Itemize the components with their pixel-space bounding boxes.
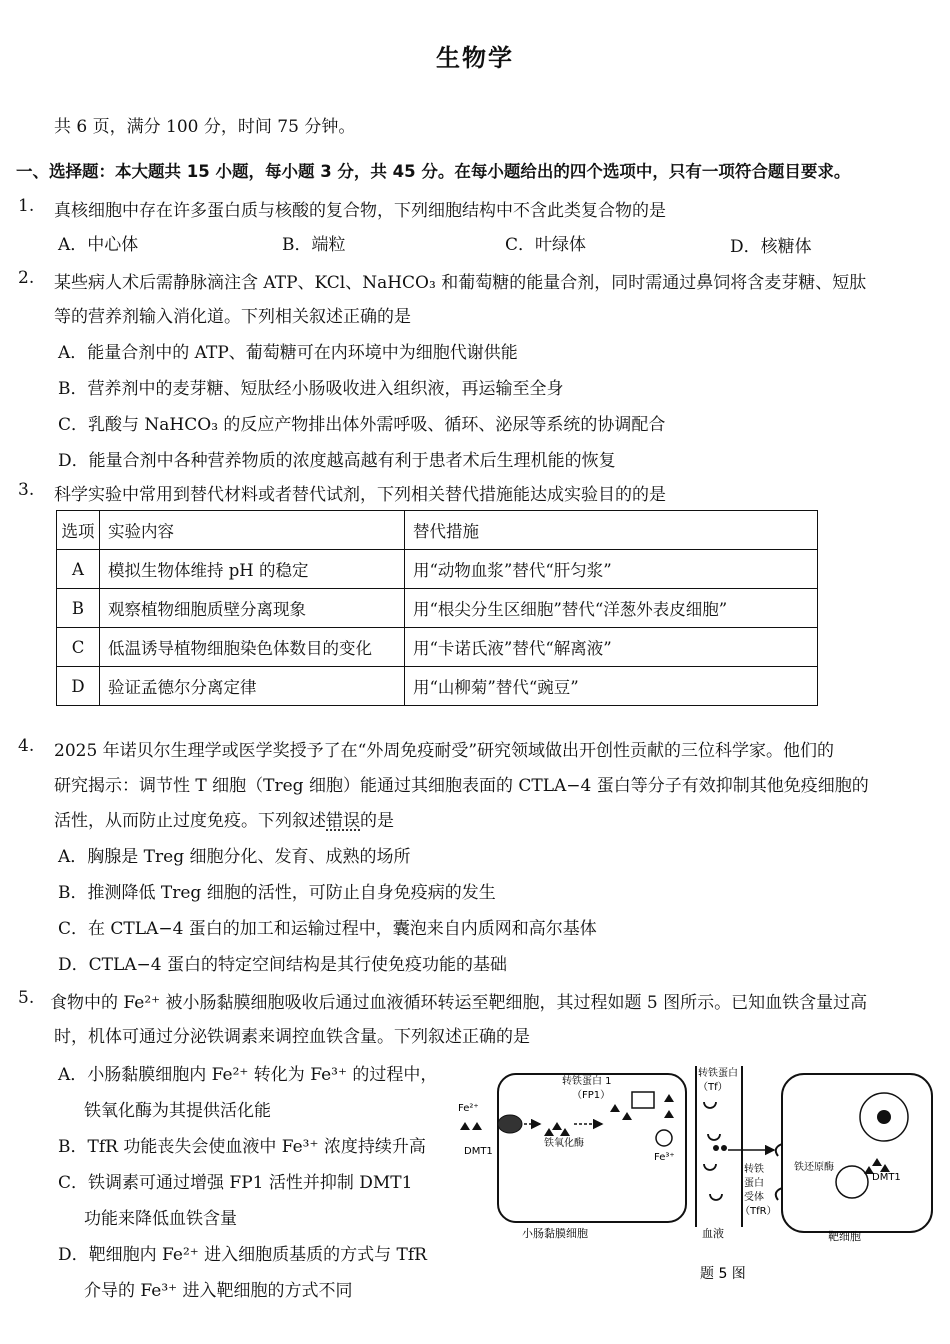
table-row bbox=[57, 667, 818, 706]
endosome bbox=[836, 1166, 868, 1198]
page-title: 生物学 bbox=[436, 44, 514, 72]
question-stem-cont: 等的营养剂输入消化道。下列相关叙述正确的是 bbox=[54, 307, 411, 327]
table-cell: 模拟生物体维持 pH 的稳定 bbox=[100, 550, 405, 589]
fe2-label: Fe²⁺ bbox=[458, 1103, 479, 1114]
tf-label: （Tf） bbox=[698, 1082, 728, 1093]
option-d: D．CTLA−4 蛋白的特定空间结构是其行使免疫功能的基础 bbox=[58, 955, 508, 975]
option-d-cont: 介导的 Fe³⁺ 进入靶细胞的方式不同 bbox=[84, 1281, 353, 1301]
question-number: 1. bbox=[18, 196, 35, 216]
option-a: A．中心体 bbox=[58, 235, 139, 255]
fe3-label: Fe³⁺ bbox=[654, 1152, 675, 1163]
endosome-core bbox=[877, 1110, 891, 1124]
question-stem: 科学实验中常用到替代材料或者替代试剂，下列相关替代措施能达成实验目的的是 bbox=[54, 485, 666, 505]
tfr-label: 受体 bbox=[744, 1192, 764, 1203]
option-d: D．核糖体 bbox=[730, 237, 812, 257]
ferrireductase-label: 铁还原酶 bbox=[794, 1162, 834, 1173]
stem-text: 的是 bbox=[360, 811, 394, 831]
table-cell: 低温诱导植物细胞染色体数目的变化 bbox=[100, 628, 405, 667]
option-b: B．端粒 bbox=[282, 235, 346, 255]
table-header: 替代措施 bbox=[405, 511, 818, 550]
table-cell: B bbox=[57, 589, 100, 628]
question-stem: 食物中的 Fe²⁺ 被小肠黏膜细胞吸收后通过血液循环转运至靶细胞，其过程如题 5 图所示。已知血铁含量过高 bbox=[50, 993, 868, 1013]
table-cell: 用“山柳菊”替代“豌豆” bbox=[405, 667, 818, 706]
fe-dot bbox=[713, 1145, 719, 1151]
option-b: B．推测降低 Treg 细胞的活性，可防止自身免疫病的发生 bbox=[58, 883, 496, 903]
table-header: 实验内容 bbox=[100, 511, 405, 550]
dmt1-transporter bbox=[498, 1115, 522, 1133]
target-cell bbox=[782, 1074, 932, 1232]
fp1-label: （FP1） bbox=[572, 1090, 611, 1101]
question-number: 5. bbox=[18, 988, 35, 1008]
option-b: B．营养剂中的麦芽糖、短肽经小肠吸收进入组织液，再运输至全身 bbox=[58, 379, 564, 399]
table-row bbox=[57, 628, 818, 667]
section-heading: 一、选择题：本大题共 15 小题，每小题 3 分，共 45 分。在每小题给出的四个选项中，只有一项符合题目要求。 bbox=[16, 162, 851, 181]
fe3-ions bbox=[664, 1094, 674, 1118]
fe2-ions bbox=[544, 1122, 570, 1136]
table-cell: 用“根尖分生区细胞”替代“洋葱外表皮细胞” bbox=[405, 589, 818, 628]
dmt1-left-label: DMT1 bbox=[464, 1146, 493, 1157]
tfr-label: 蛋白 bbox=[744, 1178, 764, 1189]
question-stem-cont: 时，机体可通过分泌铁调素来调控血铁含量。下列叙述正确的是 bbox=[54, 1027, 530, 1047]
question-stem-cont bbox=[54, 806, 394, 831]
option-a: A．胸腺是 Treg 细胞分化、发育、成熟的场所 bbox=[58, 847, 411, 867]
target-cell-label: 靶细胞 bbox=[828, 1230, 861, 1243]
tf-label: 转铁蛋白 bbox=[698, 1068, 738, 1079]
figure-caption: 题 5 图 bbox=[700, 1266, 746, 1282]
table-cell: 验证孟德尔分离定律 bbox=[100, 667, 405, 706]
fp1-label: 转铁蛋白 1 bbox=[562, 1076, 612, 1087]
question-number: 3. bbox=[18, 480, 35, 500]
option-c: C．叶绿体 bbox=[505, 235, 587, 255]
stem-text: 活性，从而防止过度免疫。下列叙述 bbox=[54, 811, 326, 831]
tfr-label: （TfR） bbox=[740, 1206, 777, 1217]
fe2-ions bbox=[460, 1122, 482, 1130]
fe-dot bbox=[721, 1145, 727, 1151]
fe3-ions bbox=[610, 1104, 632, 1120]
option-a: A．能量合剂中的 ATP、葡萄糖可在内环境中为细胞代谢供能 bbox=[58, 343, 518, 363]
table-cell: A bbox=[57, 550, 100, 589]
tf-molecules bbox=[704, 1102, 722, 1200]
tfr-label: 转铁 bbox=[744, 1164, 764, 1175]
intestine-label: 小肠黏膜细胞 bbox=[522, 1227, 588, 1240]
experiment-table bbox=[56, 510, 818, 706]
table-cell: 用“动物血浆”替代“肝匀浆” bbox=[405, 550, 818, 589]
table-cell: 观察植物细胞质壁分离现象 bbox=[100, 589, 405, 628]
question-stem: 真核细胞中存在许多蛋白质与核酸的复合物，下列细胞结构中不含此类复合物的是 bbox=[54, 201, 666, 221]
exam-info: 共 6 页，满分 100 分，时间 75 分钟。 bbox=[54, 117, 356, 137]
table-row bbox=[57, 550, 818, 589]
blood-label: 血液 bbox=[702, 1227, 724, 1240]
fp1-box bbox=[632, 1092, 654, 1108]
question-number: 2. bbox=[18, 268, 35, 288]
option-b: B．TfR 功能丧失会使血液中 Fe³⁺ 浓度持续升高 bbox=[58, 1137, 426, 1157]
option-c: C．在 CTLA−4 蛋白的加工和运输过程中，囊泡来自内质网和高尔基体 bbox=[58, 919, 597, 939]
option-c-cont: 功能来降低血铁含量 bbox=[84, 1209, 237, 1229]
option-d: D．靶细胞内 Fe²⁺ 进入细胞质基质的方式与 TfR bbox=[58, 1245, 427, 1265]
table-row bbox=[57, 589, 818, 628]
table-cell: D bbox=[57, 667, 100, 706]
option-c: C．铁调素可通过增强 FP1 活性并抑制 DMT1 bbox=[58, 1173, 413, 1193]
emphasis-text: 错误 bbox=[326, 811, 360, 831]
ferroxidase-label: 铁氧化酶 bbox=[544, 1138, 584, 1149]
figure-5-diagram bbox=[452, 1062, 942, 1292]
option-a: A．小肠黏膜细胞内 Fe²⁺ 转化为 Fe³⁺ 的过程中， bbox=[58, 1065, 438, 1085]
question-stem-cont: 研究揭示：调节性 T 细胞（Treg 细胞）能通过其细胞表面的 CTLA−4 蛋白等分子有效抑制其他免疫细胞的 bbox=[54, 776, 869, 796]
dmt1-right-label: DMT1 bbox=[872, 1172, 901, 1183]
option-c: C．乳酸与 NaHCO₃ 的反应产物排出体外需呼吸、循环、泌尿等系统的协调配合 bbox=[58, 415, 666, 435]
question-stem: 2025 年诺贝尔生理学或医学奖授予了在“外周免疫耐受”研究领域做出开创性贡献的三位科学家。他们的 bbox=[54, 741, 835, 761]
option-d: D．能量合剂中各种营养物质的浓度越高越有利于患者术后生理机能的恢复 bbox=[58, 451, 616, 471]
question-number: 4. bbox=[18, 736, 35, 756]
question-stem: 某些病人术后需静脉滴注含 ATP、KCl、NaHCO₃ 和葡萄糖的能量合剂，同时需通过鼻饲将含麦芽糖、短肽 bbox=[54, 273, 867, 293]
table-cell: 用“卡诺氏液”替代“解离液” bbox=[405, 628, 818, 667]
table-header: 选项 bbox=[57, 511, 100, 550]
transferrin bbox=[656, 1130, 672, 1146]
option-a-cont: 铁氧化酶为其提供活化能 bbox=[84, 1101, 271, 1121]
table-cell: C bbox=[57, 628, 100, 667]
table-header-row bbox=[57, 511, 818, 550]
